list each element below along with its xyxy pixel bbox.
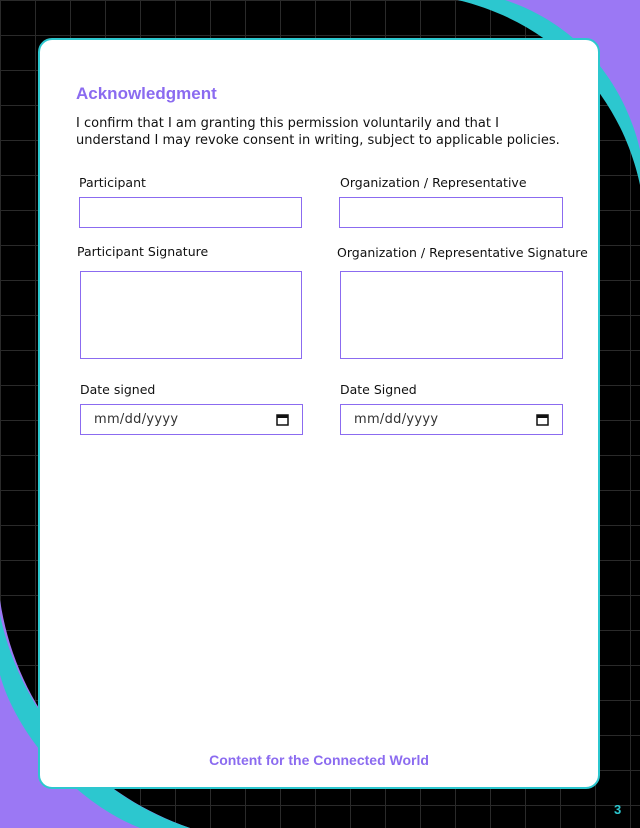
calendar-icon[interactable]: [276, 413, 289, 426]
participant-signature-box[interactable]: [80, 271, 302, 359]
calendar-icon[interactable]: [536, 413, 549, 426]
organization-input[interactable]: [339, 197, 563, 228]
participant-input[interactable]: [79, 197, 302, 228]
date-placeholder: mm/dd/yyyy: [354, 412, 439, 427]
date-signed-left-input[interactable]: [80, 404, 303, 435]
participant-label: Participant: [79, 175, 146, 190]
acknowledgment-statement: I confirm that I am granting this permission voluntarily and that I understand I may revoke consent in writing, subject to applicable policies.: [76, 116, 560, 148]
document-card: [38, 38, 600, 789]
page-number: 3: [614, 802, 622, 817]
participant-signature-label: Participant Signature: [77, 244, 209, 259]
date-signed-left-label: Date signed: [80, 382, 156, 397]
footer-tagline: Content for the Connected World: [209, 752, 429, 768]
organization-signature-box[interactable]: [340, 271, 563, 359]
section-heading: Acknowledgment: [76, 84, 217, 103]
date-signed-right-label: Date Signed: [340, 382, 417, 397]
date-placeholder: mm/dd/yyyy: [94, 412, 179, 427]
date-signed-right-input[interactable]: [340, 404, 563, 435]
organization-signature-label: Organization / Representative Signature: [337, 245, 588, 260]
organization-label: Organization / Representative: [340, 175, 527, 190]
